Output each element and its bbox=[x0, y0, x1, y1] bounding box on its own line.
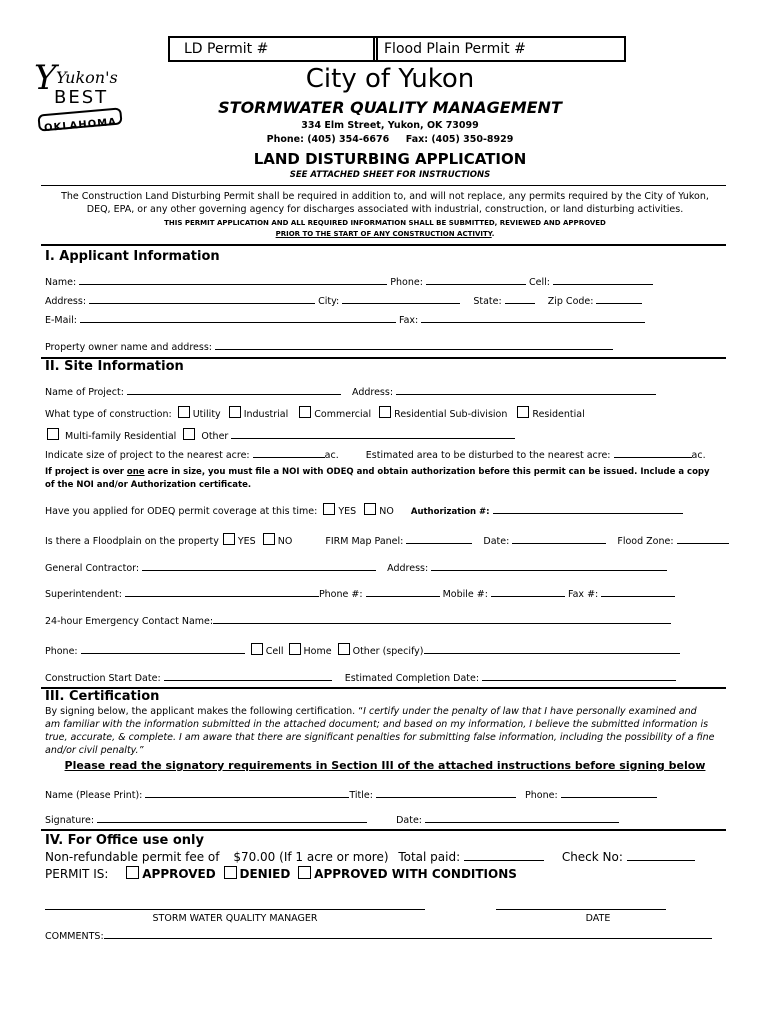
email-label: E-Mail: bbox=[45, 315, 77, 326]
subdivision-checkbox[interactable] bbox=[379, 406, 391, 418]
fee-label: Non-refundable permit fee of bbox=[45, 850, 220, 864]
authorization-field[interactable] bbox=[493, 503, 683, 514]
cert-date-field[interactable] bbox=[425, 812, 619, 823]
superintendent-field[interactable] bbox=[125, 586, 319, 597]
odeq-no-checkbox[interactable] bbox=[364, 503, 376, 515]
type-industrial: Industrial bbox=[243, 409, 289, 420]
section-divider bbox=[41, 829, 726, 831]
odeq-question: Have you applied for ODEQ permit coverage at this time: bbox=[45, 506, 318, 517]
owner-field[interactable] bbox=[215, 339, 613, 350]
cell-label: Cell: bbox=[529, 277, 550, 288]
flood-yes: YES bbox=[237, 536, 256, 547]
flood-no: NO bbox=[277, 536, 293, 547]
logo-line1: Yukon's bbox=[56, 68, 118, 87]
cert-text-line4: and/or civil penalty.” bbox=[45, 745, 144, 756]
project-field[interactable] bbox=[127, 384, 341, 395]
noi-note-part1: If project is over bbox=[45, 467, 127, 477]
other-phone-field[interactable] bbox=[424, 643, 680, 654]
flood-permit-field[interactable] bbox=[382, 38, 622, 60]
project-label: Name of Project: bbox=[45, 387, 124, 398]
cert-date-label: Date: bbox=[396, 815, 423, 826]
home-option: Home bbox=[303, 646, 332, 657]
mobile-label: Mobile #: bbox=[442, 589, 488, 600]
intro-line4-wrap bbox=[40, 230, 730, 238]
print-name-field[interactable] bbox=[145, 787, 349, 798]
logo-line3: OKLAHOMA bbox=[43, 116, 118, 135]
comments-label: COMMENTS: bbox=[45, 931, 104, 942]
yukon-logo bbox=[32, 58, 132, 142]
manager-date-line[interactable] bbox=[496, 909, 666, 910]
flood-no-checkbox[interactable] bbox=[263, 533, 275, 545]
floodplain-question: Is there a Floodplain on the property bbox=[45, 536, 219, 547]
cert-text-line3: true, accurate, & complete. I am aware that there are significant penalties for submitting false information, including the possibility of a fine bbox=[45, 732, 715, 743]
completion-label: Estimated Completion Date: bbox=[344, 673, 480, 684]
city-field[interactable] bbox=[342, 293, 460, 304]
fax-field[interactable] bbox=[421, 312, 645, 323]
intro-line2: DEQ, EPA, or any other governing agency for discharges associated with industrial, construction, or land disturbing activities. bbox=[86, 204, 684, 215]
cert-phone-label: Phone: bbox=[525, 790, 558, 801]
total-paid-label: Total paid: bbox=[398, 850, 461, 864]
odeq-yes-checkbox[interactable] bbox=[323, 503, 335, 515]
intro-line4-end: . bbox=[491, 230, 495, 238]
contractor-label: General Contractor: bbox=[45, 563, 140, 574]
project-address-field[interactable] bbox=[396, 384, 656, 395]
type-subdivision: Residential Sub-division bbox=[394, 409, 508, 420]
manager-signature-line[interactable] bbox=[45, 909, 425, 910]
permit-is-label: PERMIT IS: bbox=[45, 867, 109, 881]
industrial-checkbox[interactable] bbox=[229, 406, 241, 418]
city-address: 334 Elm Street, Yukon, OK 73099 bbox=[301, 120, 479, 131]
authorization-label: Authorization #: bbox=[410, 507, 490, 517]
section3-title: III. Certification bbox=[45, 689, 160, 704]
site-size-field[interactable] bbox=[253, 447, 325, 458]
cert-phone-field[interactable] bbox=[561, 787, 657, 798]
section2-title: II. Site Information bbox=[45, 359, 184, 374]
flood-zone-label: Flood Zone: bbox=[617, 536, 674, 547]
commercial-checkbox[interactable] bbox=[299, 406, 311, 418]
approved-option: APPROVED bbox=[142, 867, 216, 881]
intro-line4: PRIOR TO THE START OF ANY CONSTRUCTION ACTIVITY bbox=[275, 230, 492, 238]
manager-date-label: DATE bbox=[585, 913, 611, 924]
section-divider bbox=[41, 244, 726, 246]
type-utility: Utility bbox=[192, 409, 221, 420]
noi-note-part2: acre in size, you must file a NOI with ODEQ and obtain authorization before this permit can be issued. Include a copy bbox=[144, 467, 710, 477]
other-phone-option: Other (specify) bbox=[352, 646, 424, 657]
super-phone-label: Phone #: bbox=[318, 589, 363, 600]
emergency-phone-field[interactable] bbox=[81, 643, 245, 654]
state-label: State: bbox=[473, 296, 502, 307]
cert-title-field[interactable] bbox=[376, 787, 516, 798]
comments-field[interactable] bbox=[104, 928, 712, 939]
phone-field[interactable] bbox=[426, 274, 526, 285]
other-field[interactable] bbox=[231, 428, 515, 439]
firm-label: FIRM Map Panel: bbox=[325, 536, 404, 547]
noi-note bbox=[45, 467, 710, 477]
check-no-field[interactable] bbox=[627, 850, 695, 861]
cert-text-part2: I certify under the penalty of law that I have personally examined and bbox=[363, 706, 697, 717]
cell-option: Cell bbox=[265, 646, 284, 657]
type-other: Other bbox=[201, 431, 229, 442]
intro-line3: THIS PERMIT APPLICATION AND ALL REQUIRED INFORMATION SHALL BE SUBMITTED, REVIEWED AND APPROVED bbox=[164, 219, 606, 227]
logo-y: Y bbox=[34, 58, 57, 98]
form-title: LAND DISTURBING APPLICATION bbox=[253, 150, 527, 168]
other-phone-checkbox[interactable] bbox=[338, 643, 350, 655]
superintendent-label: Superintendent: bbox=[45, 589, 122, 600]
divider bbox=[41, 185, 726, 186]
noi-note-one: one bbox=[126, 467, 145, 477]
contractor-address-field[interactable] bbox=[431, 560, 667, 571]
emergency-field[interactable] bbox=[213, 613, 671, 624]
cert-text-line2: am familiar with the information submitted in the attached document; and based on my information, I believe the submitted information is bbox=[45, 719, 709, 730]
contractor-field[interactable] bbox=[142, 560, 376, 571]
city-title: City of Yukon bbox=[305, 64, 475, 94]
denied-checkbox[interactable] bbox=[224, 866, 237, 879]
disturbed-label: Estimated area to be disturbed to the nearest acre: bbox=[365, 450, 611, 461]
intro-line1: The Construction Land Disturbing Permit shall be required in addition to, and will not replace, any permits required by the City of Yukon, bbox=[61, 191, 709, 202]
zip-field[interactable] bbox=[596, 293, 642, 304]
project-address-label: Address: bbox=[352, 387, 394, 398]
emergency-phone-label: Phone: bbox=[45, 646, 78, 657]
zip-label: Zip Code: bbox=[547, 296, 594, 307]
utility-checkbox[interactable] bbox=[178, 406, 190, 418]
email-field[interactable] bbox=[80, 312, 396, 323]
fax-label: Fax: bbox=[399, 315, 419, 326]
disturbed-field[interactable] bbox=[614, 447, 692, 458]
odeq-yes: YES bbox=[338, 506, 357, 517]
signature-label: Signature: bbox=[45, 815, 95, 826]
odeq-no: NO bbox=[379, 506, 394, 517]
residential-checkbox[interactable] bbox=[517, 406, 529, 418]
start-date-field[interactable] bbox=[164, 670, 332, 681]
denied-option: DENIED bbox=[239, 867, 291, 881]
print-name-label: Name (Please Print): bbox=[45, 790, 143, 801]
top-permit-boxes bbox=[168, 36, 626, 62]
start-date-label: Construction Start Date: bbox=[45, 673, 161, 684]
cert-text-part1: By signing below, the applicant makes the following certification. “ bbox=[45, 706, 364, 717]
logo-line2: BEST bbox=[54, 87, 109, 108]
state-field[interactable] bbox=[505, 293, 535, 304]
city-phone-fax: Phone: (405) 354-6676 Fax: (405) 350-8929 bbox=[266, 134, 514, 145]
type-commercial: Commercial bbox=[314, 409, 372, 420]
ld-permit-label: LD Permit # bbox=[184, 41, 269, 57]
flood-permit-label: Flood Plain Permit # bbox=[384, 41, 526, 57]
cert-title-label: Title: bbox=[349, 790, 373, 801]
name-label: Name: bbox=[45, 277, 77, 288]
dept-title: STORMWATER QUALITY MANAGEMENT bbox=[218, 98, 562, 117]
flood-date-label: Date: bbox=[483, 536, 510, 547]
flood-yes-checkbox[interactable] bbox=[223, 533, 235, 545]
construction-type-label: What type of construction: bbox=[45, 409, 172, 420]
check-no-label: Check No: bbox=[561, 850, 623, 864]
section4-title: IV. For Office use only bbox=[45, 833, 204, 848]
name-field[interactable] bbox=[79, 274, 387, 285]
other-checkbox[interactable] bbox=[183, 428, 195, 440]
owner-label: Property owner name and address: bbox=[45, 342, 212, 353]
noi-note-line2: of the NOI and/or Authorization certificate. bbox=[45, 480, 252, 490]
city-label: City: bbox=[318, 296, 340, 307]
ac-label: ac. bbox=[691, 450, 706, 461]
cell-checkbox[interactable] bbox=[251, 643, 263, 655]
flood-date-field[interactable] bbox=[512, 533, 606, 544]
emergency-label: 24-hour Emergency Contact Name: bbox=[45, 616, 214, 627]
see-attached: SEE ATTACHED SHEET FOR INSTRUCTIONS bbox=[289, 170, 491, 180]
firm-field[interactable] bbox=[406, 533, 472, 544]
type-residential: Residential bbox=[532, 409, 585, 420]
cert-text-line1 bbox=[45, 706, 697, 717]
cell-field[interactable] bbox=[553, 274, 653, 285]
mobile-field[interactable] bbox=[491, 586, 565, 597]
signatory-notice: Please read the signatory requirements in Section III of the attached instructions before signing below bbox=[64, 759, 706, 772]
home-checkbox[interactable] bbox=[289, 643, 301, 655]
completion-field[interactable] bbox=[482, 670, 676, 681]
site-size-label: Indicate size of project to the nearest acre: bbox=[45, 450, 250, 461]
contractor-address-label: Address: bbox=[387, 563, 429, 574]
address-label: Address: bbox=[45, 296, 87, 307]
approved-checkbox[interactable] bbox=[126, 866, 139, 879]
phone-label: Phone: bbox=[390, 277, 423, 288]
total-paid-field[interactable] bbox=[464, 850, 544, 861]
section1-title: I. Applicant Information bbox=[45, 249, 220, 264]
signature-field[interactable] bbox=[97, 812, 367, 823]
flood-zone-field[interactable] bbox=[677, 533, 729, 544]
fee-amount: $70.00 (If 1 acre or more) bbox=[233, 850, 389, 864]
ac-label: ac. bbox=[324, 450, 339, 461]
super-phone-field[interactable] bbox=[366, 586, 440, 597]
approved-conditions-option: APPROVED WITH CONDITIONS bbox=[314, 867, 517, 881]
super-fax-label: Fax #: bbox=[568, 589, 599, 600]
type-multifamily: Multi-family Residential bbox=[65, 431, 177, 442]
super-fax-field[interactable] bbox=[601, 586, 675, 597]
manager-label: STORM WATER QUALITY MANAGER bbox=[152, 913, 318, 924]
address-field[interactable] bbox=[89, 293, 315, 304]
ld-permit-field[interactable] bbox=[170, 38, 375, 60]
multifamily-checkbox[interactable] bbox=[47, 428, 59, 440]
approved-conditions-checkbox[interactable] bbox=[298, 866, 311, 879]
